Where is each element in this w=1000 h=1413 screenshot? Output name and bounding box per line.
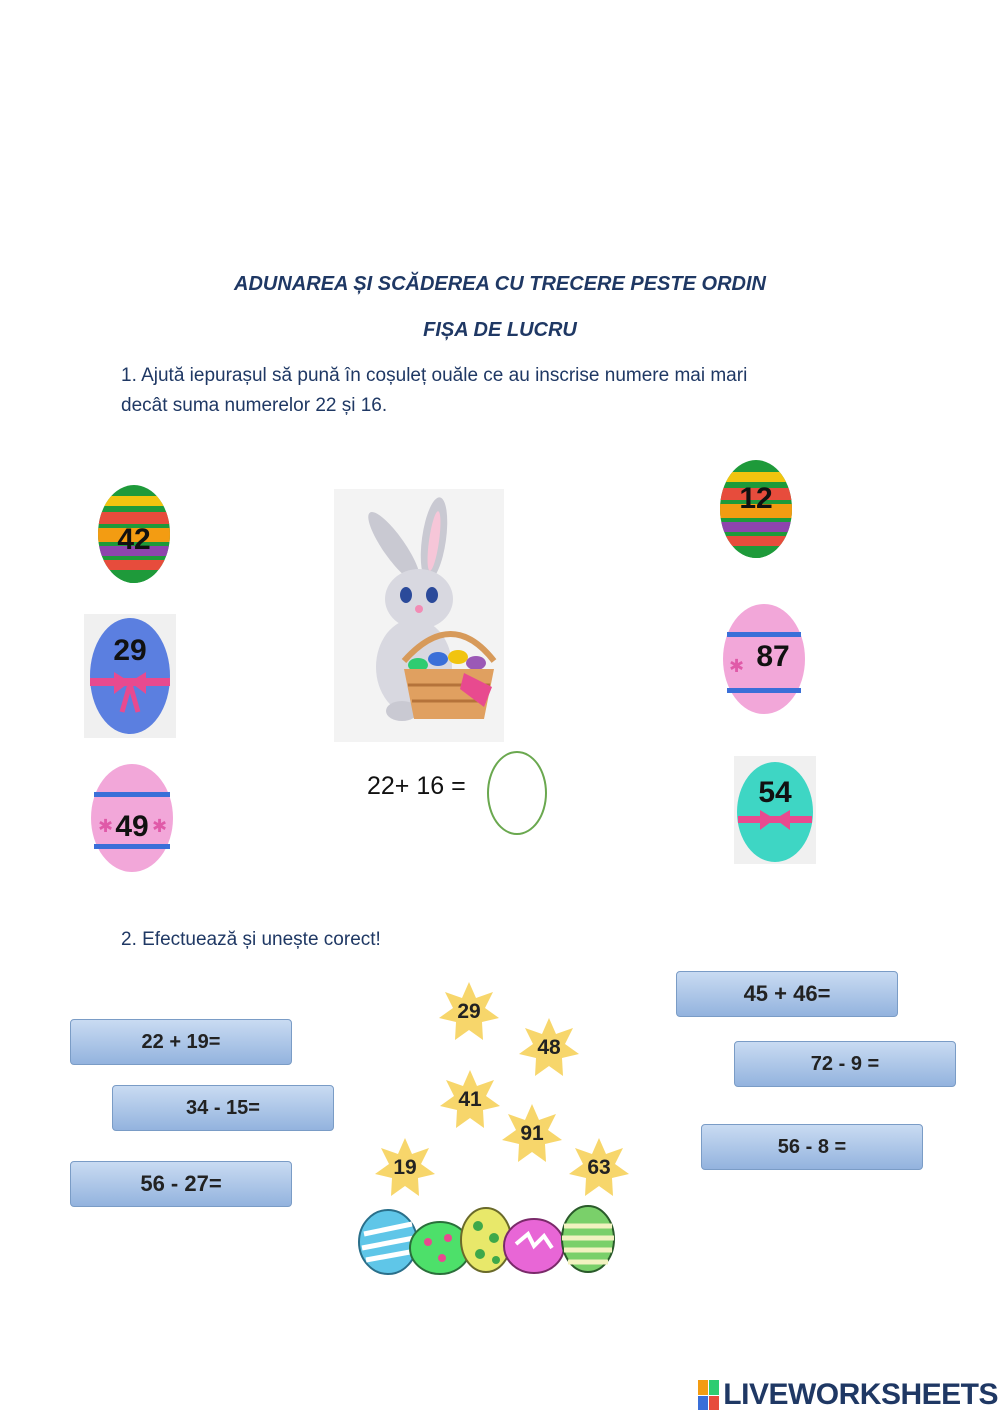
bunny-with-basket-image <box>334 489 504 742</box>
egg-number: 49 <box>115 810 149 843</box>
page-subtitle: FIȘA DE LUCRU <box>423 319 577 341</box>
exercise1-instruction-line1: 1. Ajută iepurașul să pună în coșuleț ouăle ce au inscrise numere mai mari <box>121 365 748 386</box>
easter-eggs-icon <box>356 1204 618 1278</box>
expression-box-34-minus-15[interactable]: 34 - 15= <box>112 1085 334 1131</box>
bunny-icon <box>334 489 504 742</box>
liveworksheets-logo <box>698 1378 998 1412</box>
expression-box-22-plus-19[interactable]: 22 + 19= <box>70 1019 292 1065</box>
exercise2-instruction: 2. Efectuează și unește corect! <box>121 929 381 950</box>
egg-number: 87 <box>756 640 790 673</box>
liveworksheets-logo-icon <box>698 1380 719 1410</box>
svg-text:✱: ✱ <box>729 656 745 677</box>
page-title: ADUNAREA ȘI SCĂDEREA CU TRECERE PESTE ORDIN <box>234 273 766 295</box>
star-answer-91[interactable] <box>500 1102 564 1166</box>
star-number: 19 <box>393 1156 417 1179</box>
answer-circle[interactable] <box>487 751 547 835</box>
egg-87[interactable] <box>721 602 807 716</box>
star-answer-48[interactable] <box>517 1016 581 1080</box>
egg-number: 12 <box>739 482 773 515</box>
egg-49[interactable] <box>88 762 176 874</box>
egg-number: 54 <box>758 776 792 809</box>
egg-29[interactable] <box>84 614 176 738</box>
easter-eggs-row-image <box>356 1204 618 1278</box>
egg-54[interactable] <box>734 756 816 864</box>
egg-icon <box>734 756 816 864</box>
egg-42[interactable] <box>96 480 172 584</box>
star-number: 91 <box>520 1122 544 1145</box>
star-answer-19[interactable] <box>373 1136 437 1200</box>
expression-box-56-minus-27[interactable]: 56 - 27= <box>70 1161 292 1207</box>
expression-box-56-minus-8[interactable]: 56 - 8 = <box>701 1124 923 1170</box>
egg-number: 29 <box>113 634 147 667</box>
exercise1-instruction-line2: decât suma numerelor 22 și 16. <box>121 395 388 416</box>
svg-text:✱: ✱ <box>152 816 168 837</box>
star-number: 48 <box>537 1036 561 1059</box>
star-number: 29 <box>457 1000 481 1023</box>
star-answer-41[interactable] <box>438 1068 502 1132</box>
star-answer-63[interactable] <box>567 1136 631 1200</box>
star-number: 41 <box>458 1088 482 1111</box>
expression-box-72-minus-9[interactable]: 72 - 9 = <box>734 1041 956 1087</box>
sum-equation: 22+ 16 = <box>367 772 466 800</box>
egg-12[interactable] <box>718 458 794 560</box>
egg-icon <box>84 614 176 738</box>
star-number: 63 <box>587 1156 611 1179</box>
star-answer-29[interactable] <box>437 980 501 1044</box>
egg-number: 42 <box>117 523 151 556</box>
svg-text:✱: ✱ <box>98 816 114 837</box>
expression-box-45-plus-46[interactable]: 45 + 46= <box>676 971 898 1017</box>
liveworksheets-brand-text: LIVEWORKSHEETS <box>723 1378 998 1411</box>
